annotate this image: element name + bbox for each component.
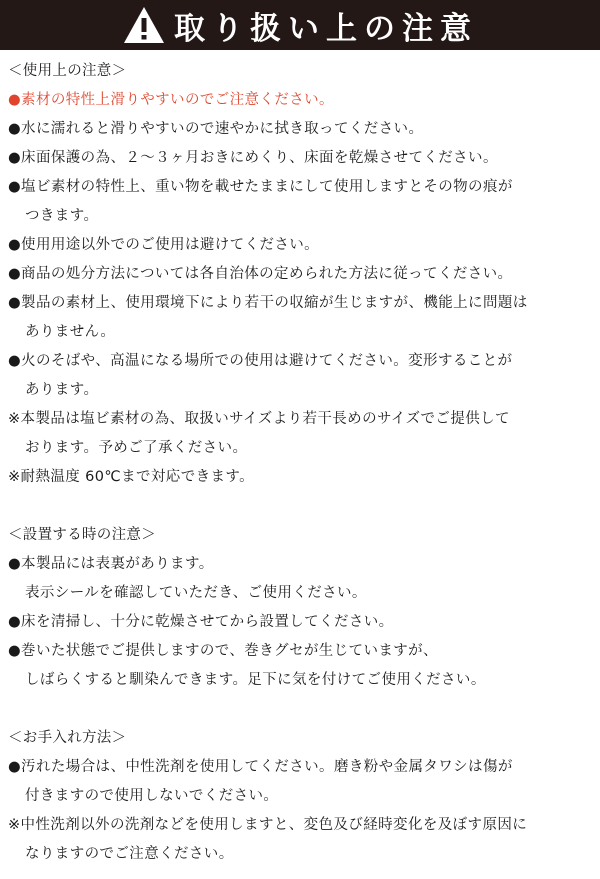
- installation-line: ●床を清掃し、十分に乾燥させてから設置してください。: [8, 614, 394, 630]
- usage-section-title: ＜使用上の注意＞: [8, 63, 127, 79]
- section-spacer: [8, 695, 600, 724]
- usage-line: ●使用用途以外でのご使用は避けてください。: [8, 237, 320, 253]
- usage-line: ●火のそばや、高温になる場所での使用は避けてください。変形することが: [8, 353, 513, 369]
- usage-line: あります。: [25, 382, 99, 398]
- care-line: ※中性洗剤以外の洗剤などを使用しますと、変色及び経時変化を及ぼす原因に: [8, 817, 528, 833]
- usage-line: ありません。: [25, 324, 116, 340]
- section-spacer: [8, 492, 600, 521]
- warning-triangle-icon: [122, 5, 166, 45]
- usage-line: ●水に濡れると滑りやすいので速やかに拭き取ってください。: [8, 121, 424, 137]
- usage-line: つきます。: [25, 208, 99, 224]
- usage-line: ※耐熱温度 60℃まで対応できます。: [8, 469, 255, 485]
- usage-line: ●塩ビ素材の特性上、重い物を載せたままにして使用しますとその物の痕が: [8, 179, 513, 195]
- installation-line: ●巻いた状態でご提供しますので、巻きグセが生じていますが、: [8, 643, 438, 659]
- care-line: 付きますので使用しないでください。: [25, 788, 279, 804]
- usage-line: ●床面保護の為、２～３ヶ月おきにめくり、床面を乾燥させてください。: [8, 150, 498, 166]
- content: [0, 57, 600, 869]
- usage-line: おります。予めご了承ください。: [25, 440, 248, 456]
- care-line: ●汚れた場合は、中性洗剤を使用してください。磨き粉や金属タワシは傷が: [8, 759, 513, 775]
- care-section-title: ＜お手入れ方法＞: [8, 730, 127, 746]
- header-banner: [0, 0, 600, 50]
- installation-section-title: ＜設置する時の注意＞: [8, 527, 156, 543]
- installation-line: 表示シールを確認していただき、ご使用ください。: [25, 585, 367, 601]
- care-line: なりますのでご注意ください。: [25, 846, 234, 862]
- page-title: 取り扱い上の注意: [174, 10, 478, 47]
- usage-line: ●素材の特性上滑りやすいのでご注意ください。: [8, 92, 334, 108]
- installation-line: ●本製品には表裏があります。: [8, 556, 214, 572]
- installation-line: しばらくすると馴染んできます。足下に気を付けてご使用ください。: [25, 672, 486, 688]
- usage-line: ※本製品は塩ビ素材の為、取扱いサイズより若干長めのサイズでご提供して: [8, 411, 510, 427]
- usage-line: ●製品の素材上、使用環境下により若干の収縮が生じますが、機能上に問題は: [8, 295, 528, 311]
- usage-line: ●商品の処分方法については各自治体の定められた方法に従ってください。: [8, 266, 513, 282]
